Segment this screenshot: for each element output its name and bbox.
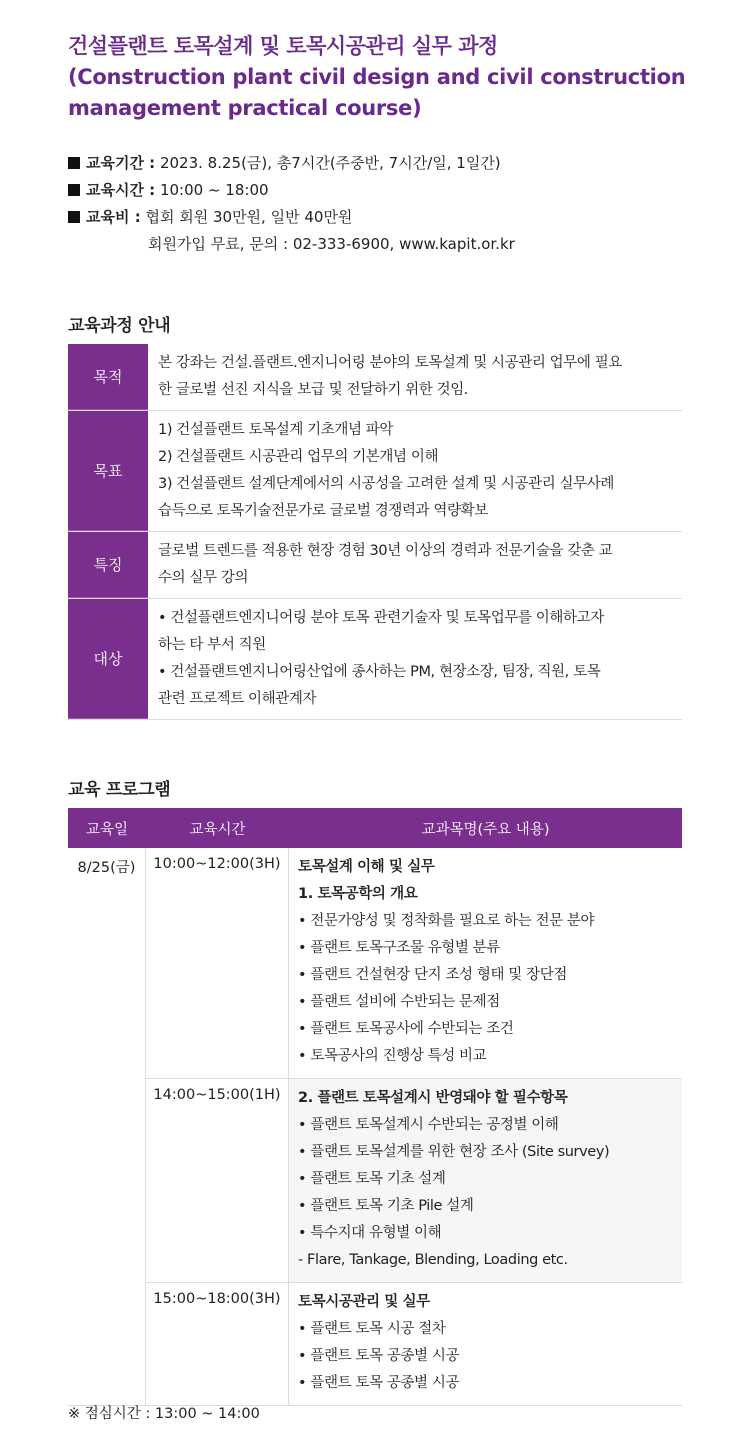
program-table-header — [68, 808, 682, 848]
info-period — [68, 150, 515, 177]
course-title — [68, 30, 688, 124]
program-session-row — [146, 1283, 682, 1406]
session-time: 15:00~18:00(3H) — [146, 1283, 289, 1405]
course-guide-value — [148, 344, 682, 410]
course-guide-heading: 교육과정 안내 — [68, 316, 171, 336]
course-guide-row — [68, 532, 682, 599]
session-line: 토목설계 이해 및 실무 — [298, 859, 435, 875]
program-day-cell: 8/25(금) — [68, 848, 146, 1406]
session-line: 1. 토목공학의 개요 — [298, 886, 418, 902]
course-title-korean: 건설플랜트 토목설계 및 토목시공관리 실무 과정 — [68, 34, 498, 58]
session-line: - Flare, Tankage, Blending, Loading etc. — [298, 1252, 568, 1268]
course-guide-line: 습득으로 토목기술전문가로 글로벌 경쟁력과 역량확보 — [158, 503, 488, 519]
col-time-header: 교육시간 — [189, 821, 246, 838]
course-guide-value — [148, 599, 682, 719]
session-line: • 플랜트 토목 기초 설계 — [298, 1171, 446, 1187]
course-info — [68, 150, 515, 258]
program-table-body — [68, 848, 682, 1406]
info-fee-note: 회원가입 무료, 문의 : 02-333-6900, www.kapit.or.kr — [148, 235, 515, 253]
session-line: 토목시공관리 및 실무 — [298, 1294, 430, 1310]
course-guide-value — [148, 411, 682, 531]
course-guide-key: 목적 — [68, 344, 148, 410]
session-line: • 플랜트 토목설계시 수반되는 공정별 이해 — [298, 1117, 559, 1133]
session-time: 10:00~12:00(3H) — [146, 848, 289, 1078]
session-line: • 플랜트 토목공사에 수반되는 조건 — [298, 1021, 514, 1037]
course-guide-line: 본 강좌는 건설.플랜트.엔지니어링 분야의 토목설계 및 시공관리 업무에 필요 — [158, 355, 622, 371]
course-guide-key: 목표 — [68, 411, 148, 531]
session-line: • 특수지대 유형별 이해 — [298, 1225, 442, 1241]
session-line: • 토목공사의 진행상 특성 비교 — [298, 1048, 487, 1064]
col-subject-header: 교과목명(주요 내용) — [421, 821, 550, 838]
session-content — [289, 1079, 682, 1282]
program-table — [68, 808, 682, 1406]
program-session-row — [146, 1079, 682, 1283]
col-day-header: 교육일 — [85, 821, 129, 838]
session-time: 14:00~15:00(1H) — [146, 1079, 289, 1282]
course-guide-line: 2) 건설플랜트 시공관리 업무의 기본개념 이해 — [158, 449, 439, 465]
session-line: • 플랜트 토목구조물 유형별 분류 — [298, 940, 500, 956]
square-bullet-icon — [68, 211, 80, 223]
course-guide-row — [68, 599, 682, 720]
session-content — [289, 1283, 682, 1405]
course-guide-row — [68, 411, 682, 532]
session-line: • 플랜트 설비에 수반되는 문제점 — [298, 994, 500, 1010]
program-session-row — [146, 848, 682, 1079]
course-guide-line: 글로벌 트렌드를 적용한 현장 경험 30년 이상의 경력과 전문기술을 갖춘 교 — [158, 543, 613, 559]
course-guide-key: 대상 — [68, 599, 148, 719]
session-line: • 플랜트 토목설계를 위한 현장 조사 (Site survey) — [298, 1144, 610, 1160]
session-line: • 플랜트 토목 시공 절차 — [298, 1321, 446, 1337]
course-guide-line: 3) 건설플랜트 설계단계에서의 시공성을 고려한 설계 및 시공관리 실무사례 — [158, 476, 614, 492]
session-line: 2. 플랜트 토목설계시 반영돼야 할 필수항목 — [298, 1090, 568, 1106]
session-line: • 플랜트 토목 공종별 시공 — [298, 1348, 460, 1364]
course-guide-line: 수의 실무 강의 — [158, 570, 249, 586]
square-bullet-icon — [68, 184, 80, 196]
course-title-english-1: (Construction plant civil design and civil construction — [68, 65, 686, 89]
lunch-note: ※ 점심시간 : 13:00 ~ 14:00 — [68, 1406, 260, 1422]
session-line: • 플랜트 토목 공종별 시공 — [298, 1375, 460, 1391]
course-guide-line: 1) 건설플랜트 토목설계 기초개념 파악 — [158, 422, 394, 438]
time-value: 10:00 ~ 18:00 — [159, 181, 269, 199]
course-title-english-2: management practical course) — [68, 96, 422, 120]
session-line: • 플랜트 건설현장 단지 조성 형태 및 장단점 — [298, 967, 567, 983]
square-bullet-icon — [68, 157, 80, 169]
period-label: 교육기간 : — [86, 154, 156, 172]
course-guide-line: 관련 프로젝트 이해관계자 — [158, 691, 317, 707]
session-content — [289, 848, 682, 1078]
info-fee — [68, 204, 515, 231]
course-guide-line: 한 글로벌 선진 지식을 보급 및 전달하기 위한 것임. — [158, 382, 469, 398]
session-line: • 전문가양성 및 정착화를 필요로 하는 전문 분야 — [298, 913, 595, 929]
info-time — [68, 177, 515, 204]
course-guide-table — [68, 344, 682, 720]
course-guide-line: 하는 타 부서 직원 — [158, 637, 266, 653]
course-guide-line: • 건설플랜트엔지니어링산업에 종사하는 PM, 현장소장, 팀장, 직원, 토목 — [158, 664, 601, 680]
fee-label: 교육비 : — [86, 208, 141, 226]
program-heading: 교육 프로그램 — [68, 780, 171, 800]
time-label: 교육시간 : — [86, 181, 156, 199]
course-guide-line: • 건설플랜트엔지니어링 분야 토목 관련기술자 및 토목업무를 이해하고자 — [158, 610, 604, 626]
course-guide-value — [148, 532, 682, 598]
course-guide-key: 특징 — [68, 532, 148, 598]
session-line: • 플랜트 토목 기초 Pile 설계 — [298, 1198, 474, 1214]
period-value: 2023. 8.25(금), 총7시간(주중반, 7시간/일, 1일간) — [159, 154, 501, 172]
program-sessions — [146, 848, 682, 1406]
course-guide-row — [68, 344, 682, 411]
fee-value: 협회 회원 30만원, 일반 40만원 — [145, 208, 353, 226]
